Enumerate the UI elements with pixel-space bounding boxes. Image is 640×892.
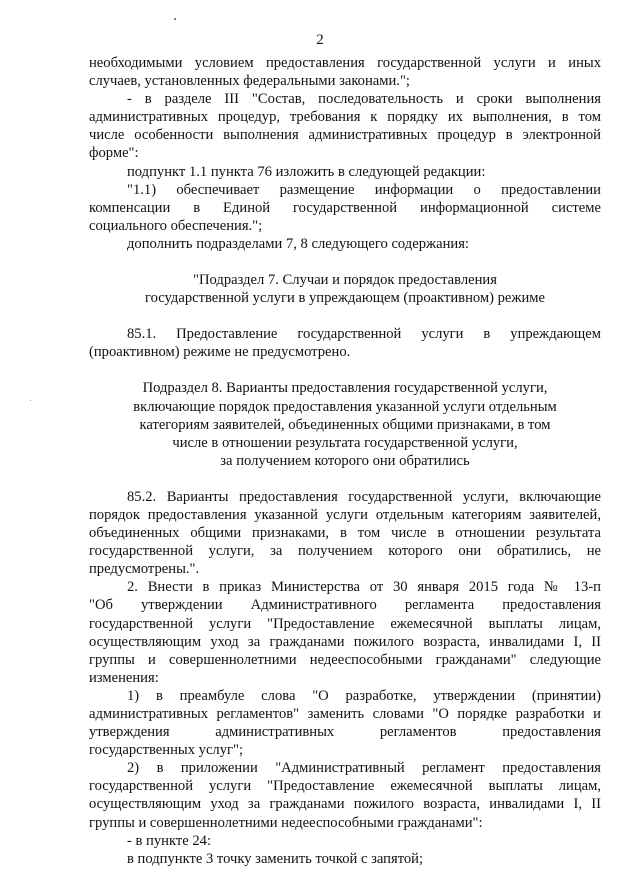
- paragraph: [89, 759, 601, 831]
- paragraph: [89, 90, 601, 162]
- paragraph: [89, 325, 601, 361]
- text-line: порядок предоставления указанной услуги отдельным категориям заявителей,: [89, 506, 601, 523]
- text-line: 85.2. Варианты предоставления государственной услуги, включающие: [127, 488, 601, 505]
- text-line: социального обеспечения.";: [89, 217, 263, 234]
- text-line: 2) в приложении "Административный регламент предоставления: [127, 760, 601, 777]
- text-line: изменения:: [89, 669, 159, 686]
- document-body: [89, 54, 601, 868]
- heading-line: категориям заявителей, объединенных общими признаками, в том: [139, 416, 551, 433]
- scan-speck: [30, 400, 31, 401]
- paragraph: [89, 181, 601, 235]
- text-line: компенсации в Единой государственной информационной системе: [89, 199, 601, 216]
- paragraph: [89, 687, 601, 759]
- paragraph: [89, 850, 601, 868]
- paragraph: [89, 235, 601, 253]
- text-line: "Об утверждении Административного регламента предоставления: [89, 597, 601, 614]
- text-line: государственной услуги, за получением которого они обратились, не: [89, 543, 601, 560]
- text-line: административных регламентов" заменить словами "О порядке разработки и: [89, 706, 601, 722]
- text-line: утверждения административных регламентов предоставления: [89, 724, 601, 741]
- text-line: административных процедур, требования к порядку их выполнения, в том: [89, 109, 601, 126]
- text-line: осуществляющим уход за гражданами пожилого возраста, инвалидами I, II: [89, 796, 601, 813]
- paragraph: [89, 832, 601, 850]
- heading-line: включающие порядок предоставления указанной услуги отдельным: [133, 398, 557, 415]
- text-line: необходимыми условием предоставления государственной услуги и иных: [89, 55, 601, 71]
- scan-speck: [174, 18, 176, 20]
- text-line: дополнить подразделами 7, 8 следующего содержания:: [127, 235, 469, 252]
- text-line: 85.1. Предоставление государственной услуги в упреждающем: [127, 326, 601, 343]
- text-line: государственной услуги "Предоставление ежемесячной выплаты лицам,: [89, 615, 601, 632]
- text-line: "1.1) обеспечивает размещение информации о предоставлении: [127, 181, 601, 198]
- heading-line: числе в отношении результата государственной услуги,: [172, 434, 518, 451]
- text-line: (проактивном) режиме не предусмотрено.: [89, 344, 351, 361]
- text-line: случаев, установленных федеральными законами.";: [89, 73, 410, 90]
- text-line: в подпункте 3 точку заменить точкой с запятой;: [127, 850, 424, 867]
- text-line: - в разделе III "Состав, последовательность и сроки выполнения: [127, 91, 601, 108]
- text-line: государственных услуг";: [89, 742, 244, 759]
- text-line: числе особенности выполнения административных процедур в электронной: [89, 127, 601, 144]
- paragraph: [89, 54, 601, 90]
- text-line: - в пункте 24:: [127, 832, 212, 849]
- text-line: 1) в преамбуле слова "О разработке, утверждении (принятии): [127, 687, 601, 704]
- heading-line: за получением которого они обратились: [220, 452, 470, 469]
- text-line: подпункт 1.1 пункта 76 изложить в следующей редакции:: [127, 163, 486, 180]
- text-line: предусмотрены.".: [89, 561, 200, 578]
- text-line: группы и совершеннолетними недееспособными гражданами":: [89, 814, 483, 831]
- paragraph: [89, 578, 601, 687]
- text-line: объединенных общими признаками, в том числе в отношении результата: [89, 525, 601, 542]
- page-number: 2: [316, 32, 324, 48]
- paragraph: [89, 163, 601, 181]
- text-line: 2. Внести в приказ Министерства от 30 января 2015 года № 13-п: [127, 579, 601, 596]
- text-line: государственной услуги "Предоставление ежемесячной выплаты лицам,: [89, 778, 601, 795]
- subsection-heading: [89, 271, 601, 307]
- heading-line: государственной услуги в упреждающем (проактивном) режиме: [144, 290, 546, 307]
- heading-line: "Подраздел 7. Случаи и порядок предоставления: [193, 272, 497, 289]
- text-line: форме":: [89, 145, 139, 162]
- text-line: осуществляющим уход за гражданами пожилого возраста, инвалидами I, II: [89, 633, 601, 650]
- text-line: группы и совершеннолетними недееспособными гражданами" следующие: [89, 651, 601, 668]
- paragraph: [89, 488, 601, 578]
- subsection-heading: [89, 379, 601, 469]
- heading-line: Подраздел 8. Варианты предоставления государственной услуги,: [142, 380, 548, 397]
